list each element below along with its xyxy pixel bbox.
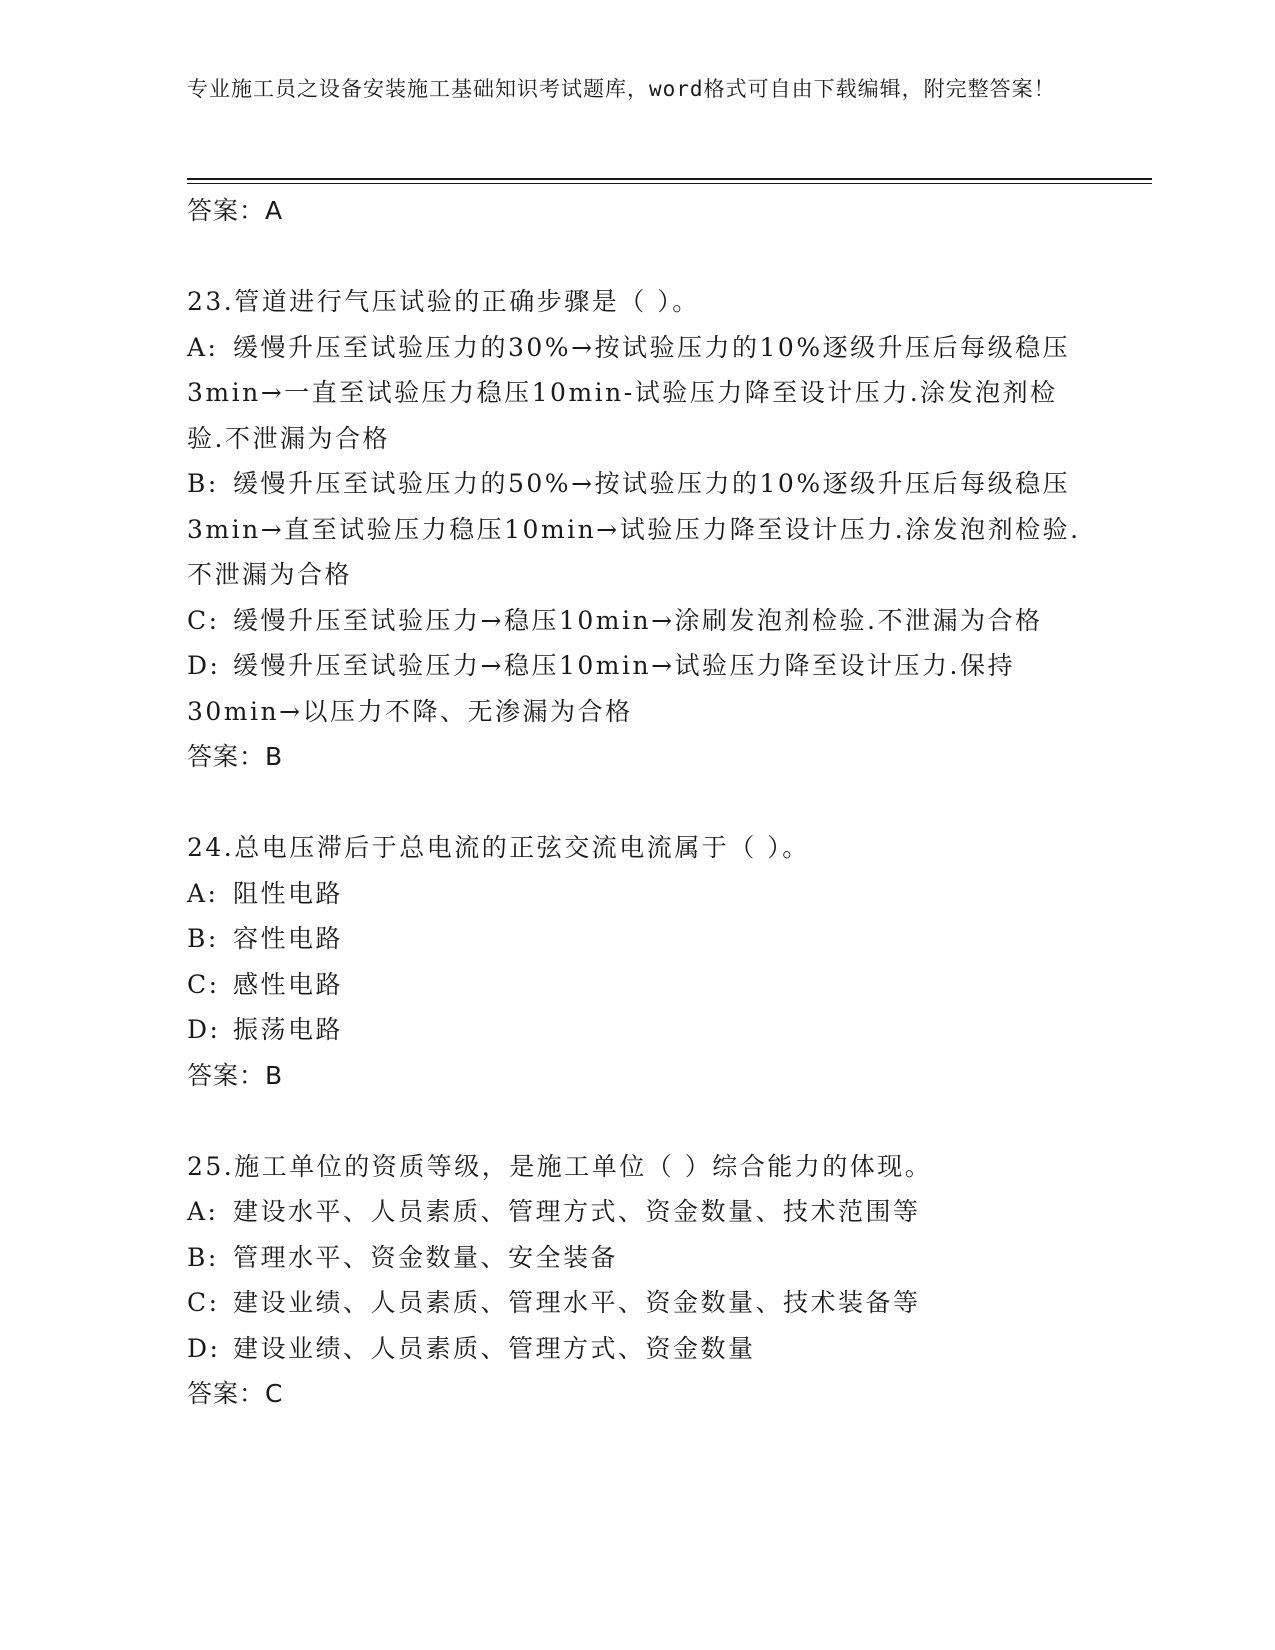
option-label: D:: [187, 651, 221, 680]
option-label: B:: [187, 1242, 219, 1272]
option-label: A:: [187, 1197, 219, 1226]
option-label: D:: [187, 1333, 221, 1363]
option-a: [187, 1189, 1087, 1235]
option-d: [187, 643, 1087, 734]
option-label: C:: [187, 605, 220, 635]
answer-line: 答案：B: [187, 742, 284, 771]
header-title: 专业施工员之设备安装施工基础知识考试题库，word格式可自由下载编辑，附完整答案！: [187, 77, 1056, 101]
header-divider-thick: [187, 178, 1152, 180]
answer-line: 答案：A: [187, 196, 284, 225]
option-b: [187, 461, 1087, 598]
option-a: [187, 325, 1087, 462]
option-text: 缓慢升压至试验压力的50%→按试验压力的10%逐级升压后每级稳压3min→直至试验压力稳压10min→试验压力降至设计压力.涂发泡剂检验.不泄漏为合格: [187, 469, 1081, 589]
option-text: 阻性电路: [233, 878, 344, 908]
option-b: [187, 1235, 1087, 1281]
page-header: [187, 72, 1067, 106]
question-stem: 25.施工单位的资质等级，是施工单位（ ）综合能力的体现。: [187, 1151, 933, 1181]
option-c: [187, 962, 1087, 1008]
option-text: 缓慢升压至试验压力→稳压10min→涂刷发泡剂检验.不泄漏为合格: [233, 605, 1043, 635]
answer-line: 答案：B: [187, 1060, 284, 1090]
option-a: [187, 871, 1087, 917]
question-block: [187, 279, 1087, 780]
option-text: 缓慢升压至试验压力→稳压10min→试验压力降至设计压力.保持30min→以压力不降、无渗漏为合格: [187, 651, 1015, 726]
option-label: B:: [187, 924, 219, 953]
question-stem: 23.管道进行气压试验的正确步骤是（ ）。: [187, 287, 700, 316]
option-c: [187, 598, 1087, 644]
option-text: 感性电路: [233, 969, 344, 999]
question-block: [187, 825, 1087, 1099]
option-d: [187, 1007, 1087, 1053]
option-text: 建设水平、人员素质、管理方式、资金数量、技术范围等: [233, 1197, 921, 1226]
option-b: [187, 916, 1087, 962]
option-text: 振荡电路: [233, 1015, 344, 1044]
option-text: 缓慢升压至试验压力的30%→按试验压力的10%逐级升压后每级稳压3min→一直至试验压力稳压10min-试验压力降至设计压力.涂发泡剂检验.不泄漏为合格: [187, 332, 1071, 453]
header-divider-thin: [187, 183, 1152, 184]
question-stem: 24.总电压滞后于总电流的正弦交流电流属于（ ）。: [187, 833, 810, 862]
option-label: C:: [187, 969, 220, 999]
option-text: 建设业绩、人员素质、管理方式、资金数量: [233, 1333, 756, 1363]
page-content: [187, 188, 1087, 1417]
option-c: [187, 1280, 1087, 1326]
option-label: C:: [187, 1288, 220, 1317]
question-block: [187, 1144, 1087, 1418]
option-text: 建设业绩、人员素质、管理水平、资金数量、技术装备等: [233, 1288, 921, 1317]
answer-line: 答案：C: [187, 1379, 284, 1408]
option-text: 容性电路: [233, 924, 344, 953]
option-d: [187, 1326, 1087, 1372]
option-label: A:: [187, 878, 219, 908]
option-label: D:: [187, 1015, 221, 1044]
option-text: 管理水平、资金数量、安全装备: [233, 1242, 619, 1272]
option-label: A:: [187, 332, 219, 362]
option-label: B:: [187, 469, 219, 498]
